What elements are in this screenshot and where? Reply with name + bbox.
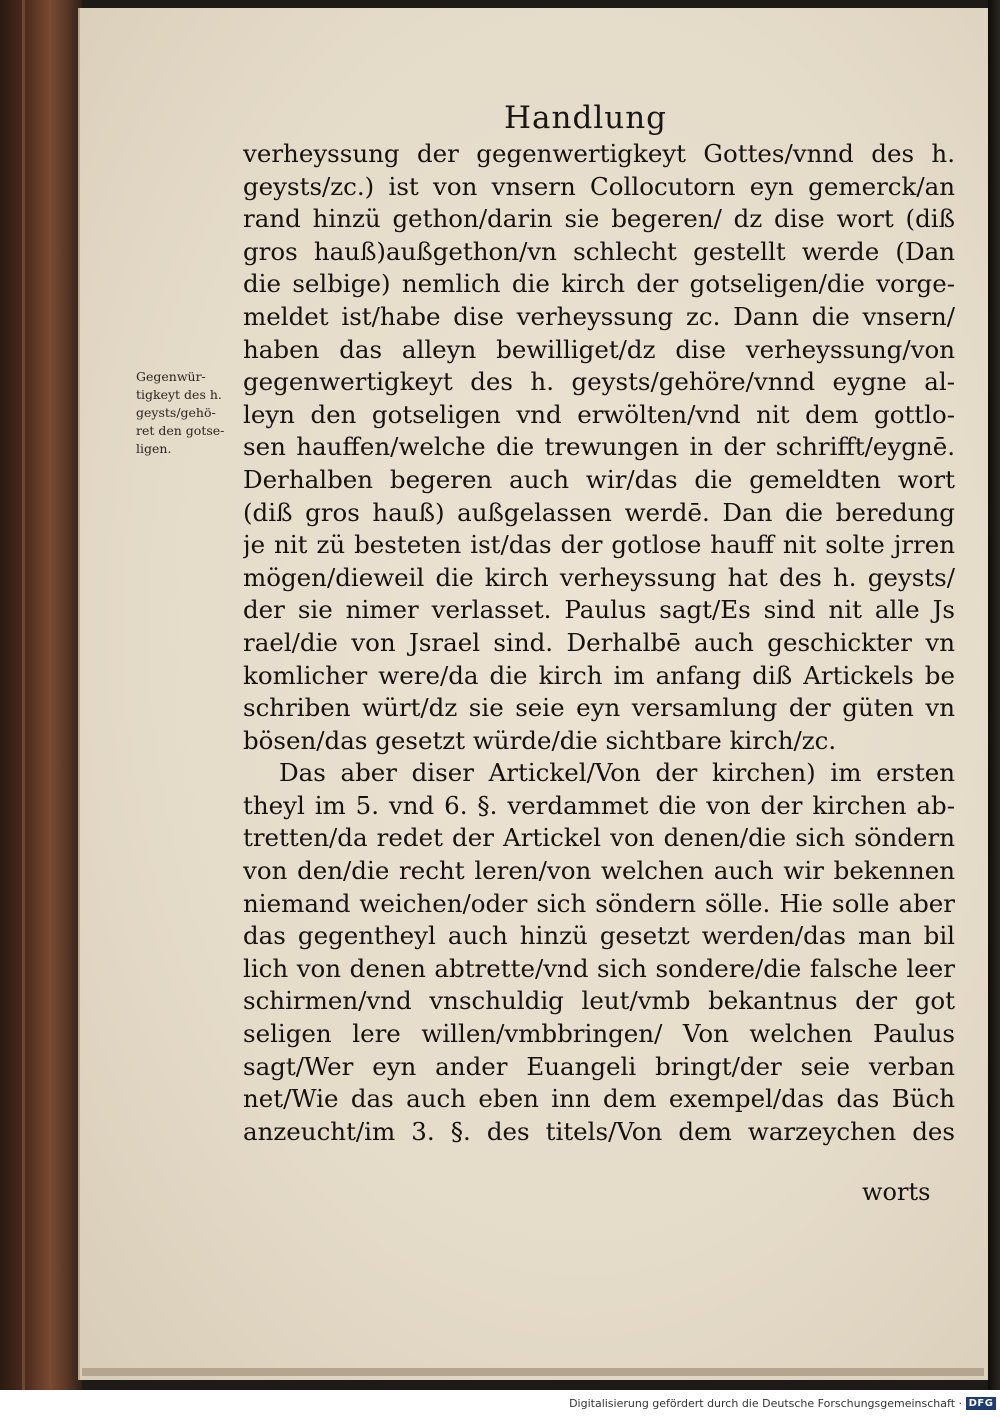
text-line: rael/die von Jsrael sind. Derhalbē auch geschickter vn (243, 627, 955, 657)
text-line: die selbige) nemlich die kirch der gotseligen/die vorge- (243, 269, 955, 299)
dfg-logo-text: DFG (966, 1397, 997, 1410)
text-line: von den/die recht leren/von welchen auch wir bekennen (243, 856, 955, 886)
text-line: lich von denen abtrette/vnd sich sondere/die falsche leer (243, 953, 955, 983)
footer-credit: Digitalisierung gefördert durch die Deutsche Forschungsgemeinschaft · (569, 1397, 962, 1410)
text-line: tretten/da redet der Artickel von denen/die sich söndern (243, 823, 955, 853)
margin-note-line: ret den gotse- (136, 423, 225, 438)
text-line: (diß gros hauß) außgelassen werdē. Dan die beredung (243, 497, 955, 527)
text-line: haben das alleyn bewilliget/dz dise verheyssung/von (243, 334, 955, 364)
text-line: komlicher were/da die kirch im anfang diß Artickels be (243, 660, 955, 690)
catchword: worts (862, 1178, 931, 1206)
page-edge (82, 1368, 984, 1376)
margin-note (136, 368, 236, 458)
margin-note-line: ligen. (136, 441, 172, 456)
text-line: sagt/Wer eyn ander Euangeli bringt/der seie verban (243, 1051, 955, 1081)
text-line: mögen/dieweil die kirch verheyssung hat des h. geysts/ (243, 562, 955, 592)
text-line: leyn den gotseligen vnd erwölten/vnd nit dem gottlo- (243, 399, 955, 429)
text-line: anzeucht/im 3. §. des titels/Von dem warzeychen des (243, 1116, 955, 1146)
text-line: seligen lere willen/vmbbringen/ Von welchen Paulus (243, 1019, 955, 1049)
footer-bar (0, 1390, 1000, 1418)
text-line: net/Wie das auch eben inn dem exempel/das das Büch (243, 1084, 955, 1114)
text-line: je nit zü besteten ist/das der gotlose hauff nit solte jrren (243, 530, 955, 560)
text-line: schirmen/vnd vnschuldig leut/vmb bekantnus der got (243, 986, 955, 1016)
text-line: verheyssung der gegenwertigkeyt Gottes/vnnd des h. (243, 139, 955, 168)
scan-border (988, 0, 1000, 1390)
text-line: Derhalben begeren auch wir/das die gemeldten wort (243, 464, 955, 494)
text-line: sen hauffen/welche die trewungen in der schrifft/eygnē. (243, 432, 955, 462)
margin-note-line: geysts/gehö- (136, 405, 216, 420)
margin-note-line: tigkeyt des h. (136, 387, 222, 402)
text-line: gros hauß)außgethon/vn schlecht gestellt werde (Dan (243, 236, 955, 266)
text-line: rand hinzü gethon/darin sie begeren/ dz dise wort (diß (243, 204, 955, 234)
text-line: niemand weichen/oder sich söndern sölle. Hie solle aber (243, 888, 955, 918)
running-head: Handlung (504, 100, 668, 136)
text-line: geysts/zc.) ist von vnsern Collocutorn eyn gemerck/an (243, 171, 955, 201)
text-line: meldet ist/habe dise verheyssung zc. Dann die vnsern/ (243, 301, 955, 331)
text-line: der sie nimer verlasset. Paulus sagt/Es sind nit alle Js (243, 595, 955, 625)
body-text (243, 138, 955, 1148)
text-line: theyl im 5. vnd 6. §. verdammet die von der kirchen ab- (243, 790, 955, 820)
text-line: gegenwertigkeyt des h. geysts/gehöre/vnnd eygne al- (243, 367, 955, 397)
book-binding (0, 0, 82, 1390)
text-line: das gegentheyl auch hinzü gesetzt werden/das man bil (243, 921, 955, 951)
margin-note-line: Gegenwür- (136, 369, 206, 384)
text-line: schriben würt/dz sie seie eyn versamlung der güten vn (243, 693, 955, 723)
text-line: bösen/das gesetzt würde/die sichtbare kirch/zc. (243, 725, 837, 755)
text-line: Das aber diser Artickel/Von der kirchen) im ersten (279, 758, 955, 788)
dfg-logo-icon (966, 1394, 996, 1412)
